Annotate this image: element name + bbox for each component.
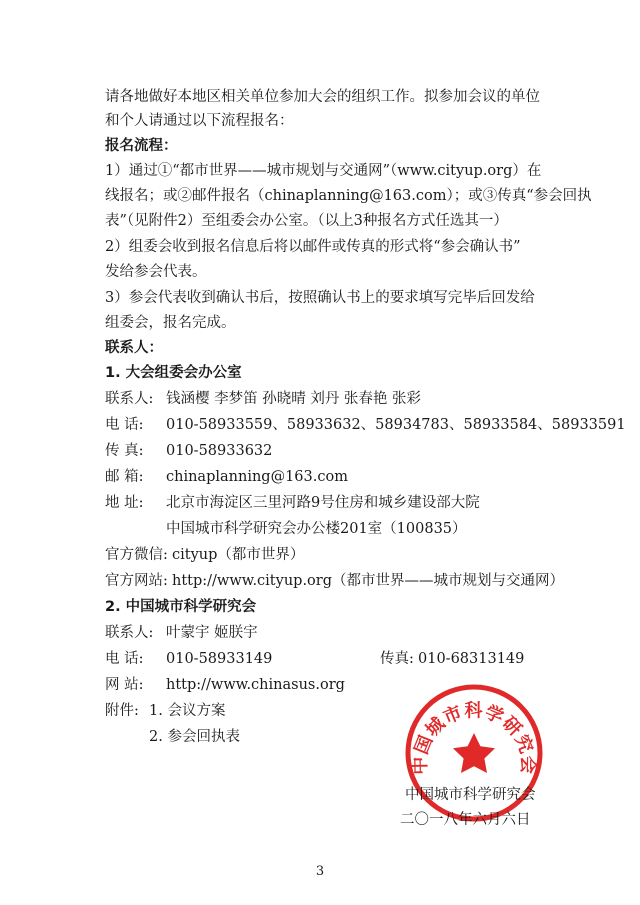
step2-line-2: 发给参会代表。 xyxy=(105,264,207,280)
office-email-value: chinaplanning@163.com xyxy=(166,469,348,485)
office-wechat-value: cityup（都市世界） xyxy=(172,547,305,563)
office-contact-label: 联系人: xyxy=(105,391,154,407)
society-heading: 2. 中国城市科学研究会 xyxy=(105,599,257,615)
society-contact-label: 联系人: xyxy=(105,625,154,641)
step2-line-1: 2）组委会收到报名信息后将以邮件或传真的形式将“参会确认书” xyxy=(105,239,521,255)
process-heading: 报名流程： xyxy=(105,138,178,154)
step1-line-3: 表”（见附件2）至组委会办公室。（以上3种报名方式任选其一） xyxy=(105,213,508,229)
seal-star-icon xyxy=(453,733,495,773)
society-fax-value: 010-68313149 xyxy=(418,651,525,667)
intro-line-2: 和个人请通过以下流程报名： xyxy=(105,113,294,129)
society-contact-value: 叶蒙宇 姬朕宇 xyxy=(166,625,258,641)
office-fax-value: 010-58933632 xyxy=(166,443,273,459)
office-wechat-label: 官方微信: xyxy=(105,547,168,563)
office-fax-label: 传 真: xyxy=(105,443,144,459)
step3-line-2: 组委会，报名完成。 xyxy=(105,315,236,331)
page-number: 3 xyxy=(315,864,325,879)
society-phone-label: 电 话: xyxy=(105,651,144,667)
office-contact-value: 钱涵樱 李梦笛 孙晓晴 刘丹 张春艳 张彩 xyxy=(166,391,422,407)
society-phone-value: 010-58933149 xyxy=(166,651,273,667)
step3-line-1: 3）参会代表收到确认书后，按照确认书上的要求填写完毕后回发给 xyxy=(105,290,535,306)
signature-date: 二〇一八年六月六日 xyxy=(400,812,531,828)
seal-text: 中国城市科学研究会 xyxy=(409,700,539,775)
society-fax-label: 传真: xyxy=(380,651,414,667)
attachment-item-1: 1. 会议方案 xyxy=(149,703,226,719)
office-website-label: 官方网站: xyxy=(105,573,168,589)
office-phone-value: 010-58933559、58933632、58934783、58933584、58933591 xyxy=(166,417,626,433)
attachment-item-2: 2. 参会回执表 xyxy=(149,729,240,745)
step1-line-2: 线报名；或②邮件报名（chinaplanning@163.com）；或③传真“参会回执 xyxy=(105,188,592,204)
attachments-label: 附件: xyxy=(105,703,139,719)
society-website-label: 网 站: xyxy=(105,677,144,693)
step1-line-1: 1）通过①“都市世界——城市规划与交通网”（www.cityup.org）在 xyxy=(105,163,542,179)
office-address-label: 地 址: xyxy=(105,495,144,511)
office-email-label: 邮 箱: xyxy=(105,469,144,485)
society-website-value: http://www.chinasus.org xyxy=(166,677,345,693)
intro-line-1: 请各地做好本地区相关单位参加大会的组织工作。拟参加会议的单位 xyxy=(105,89,540,105)
office-phone-label: 电 话: xyxy=(105,417,144,433)
office-website-value: http://www.cityup.org（都市世界——城市规划与交通网） xyxy=(172,573,565,589)
office-address-line-2: 中国城市科学研究会办公楼201室（100835） xyxy=(166,521,467,537)
office-heading: 1. 大会组委会办公室 xyxy=(105,365,242,381)
contacts-heading: 联系人： xyxy=(105,340,163,356)
office-address-line-1: 北京市海淀区三里河路9号住房和城乡建设部大院 xyxy=(166,495,480,511)
signature-org: 中国城市科学研究会 xyxy=(405,787,536,803)
